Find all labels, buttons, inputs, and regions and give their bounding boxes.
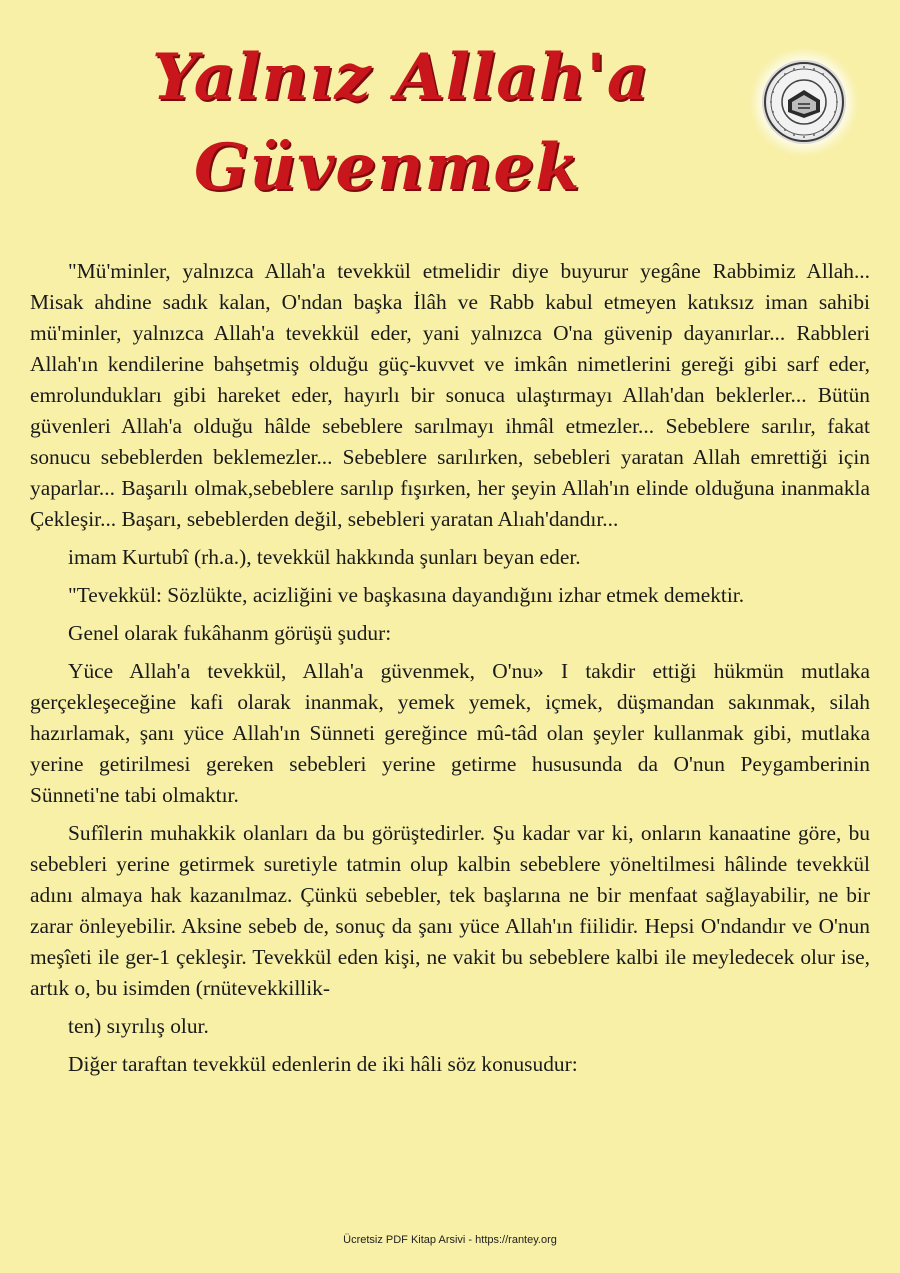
page-title-line-1: Yalnız Allah'a <box>152 40 650 115</box>
paragraph-yuce-allah: Yüce Allah'a tevekkül, Allah'a güvenmek, O'nu» I takdir ettiği hükmün mutlaka gerçekleşeceğine kafi olarak inanmak, yemek yemek, içmek, düşmandan sakınmak, silah hazırlamak, şanı yüce Allah'ın Sünneti gereğince mû-tâd olan şeyler kullanmak gibi, mutlaka yerine getirilmesi gereken sebebleri yerine getirme hususunda da O'nun Peygamberinin Sünneti'ne tabi olmaktır. <box>30 659 870 807</box>
paragraph-kurtubi: imam Kurtubî (rh.a.), tevekkül hakkında şunları beyan eder. <box>68 545 581 569</box>
page-title-line-2: Güvenmek <box>194 130 581 205</box>
paragraph-tevekkul-definition: "Tevekkül: Sözlükte, acizliğini ve başkasına dayandığını izhar etmek demektir. <box>68 583 745 607</box>
article-body <box>30 256 870 1087</box>
paragraph-fukaha: Genel olarak fukâhanm görüşü şudur: <box>68 621 392 645</box>
paragraph-continuation: ten) sıyrılış olur. <box>68 1014 209 1038</box>
paragraph-iki-hal: Diğer taraftan tevekkül edenlerin de iki hâli söz konusudur: <box>68 1052 578 1076</box>
page-footer: Ücretsiz PDF Kitap Arsivi - https://rantey.org <box>343 1234 557 1246</box>
paragraph-sufiler: Sufîlerin muhakkik olanları da bu görüştedirler. Şu kadar var ki, onların kanaatine göre, bu sebebleri yerine getirmek suretiyle tatmin olup kalbin sebeblere yöneltilmesi hâlinde tevekkül adını almaya hak kazanılmaz. Çünkü sebebler, tek başlarına ne bir menfaat sağlayabilir, ne bir zarar önleyebilir. Aksine sebeb de, sonuç da şanı yüce Allah'ın fiilidir. Hepsi O'ndandır ve O'nun meşîeti ile ger-1 çekleşir. Tevekkül eden kişi, ne vakit bu sebeblere kalbi ile meyledecek olur ise, artık o, bu isimden (rnütevekkillik- <box>30 821 870 1000</box>
publisher-seal-logo <box>762 60 846 144</box>
paragraph-intro: "Mü'minler, yalnızca Allah'a tevekkül etmelidir diye buyurur yegâne Rabbimiz Allah... Misak ahdine sadık kalan, O'ndan başka İlâh ve Rabb kabul etmeyen katıksız iman sahibi mü'minler, yalnızca Allah'a tevekkül eder, yani yalnızca O'na güvenip dayanırlar... Rabbleri Allah'ın kendilerine bahşetmiş olduğu güç-kuvvet ve imkân nimetlerini gereği gibi sarf eder, emrolundukları gibi hareket eder, hayırlı bir sonuca ulaştırmayı Allah'dan beklerler... Bütün güvenleri Allah'a olduğu hâlde sebeblere sarılmayı ihmâl etmezler... Sebeblere sarılır, fakat sonucu sebeblerden beklemezler... Sebeblere sarılırken, sebebleri yaratan Allah emrettiği için yaparlar... Başarılı olmak,sebeblere sarılıp fışırken, her şeyin Allah'ın elinde olduğuna inanmakla Çekleşir... Başarı, sebeblerden değil, sebebleri yaratan Alıah'dandır... <box>30 259 870 531</box>
